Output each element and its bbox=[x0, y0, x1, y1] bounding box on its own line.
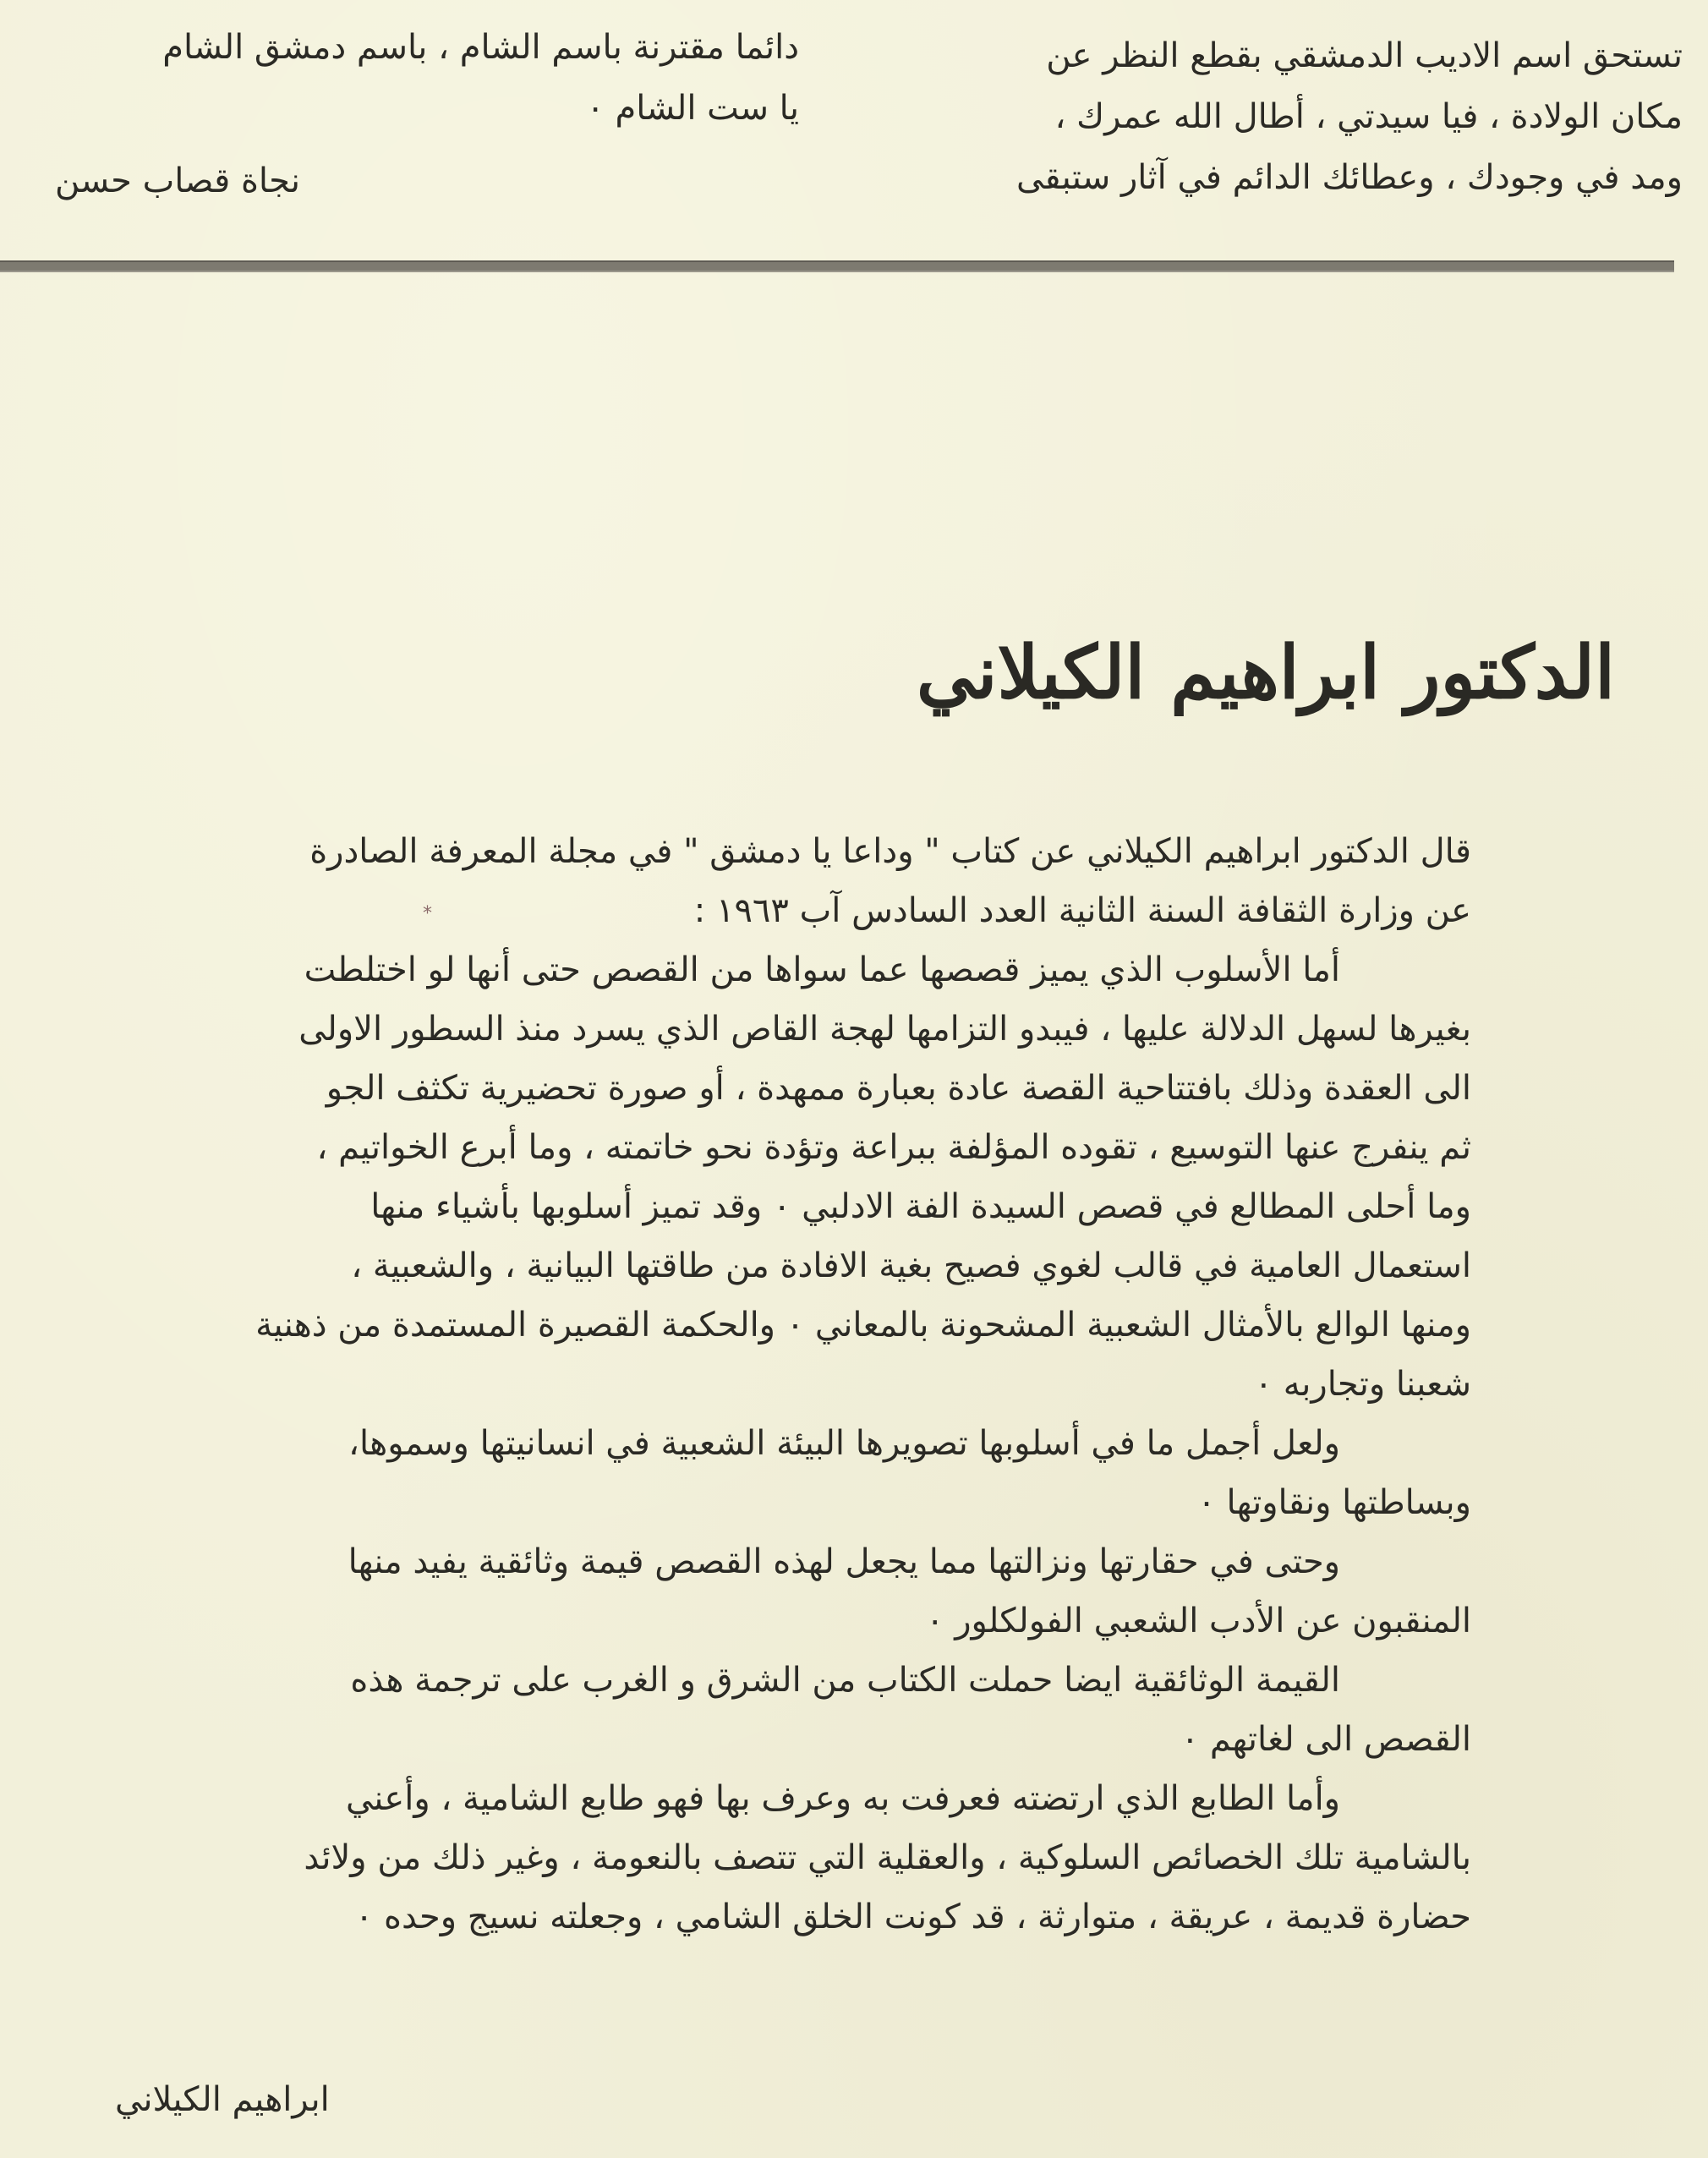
body-line: وما أحلى المطالع في قصص السيدة الفة الادلبي ٠ وقد تميز أسلوبها بأشياء منها bbox=[370, 1187, 1471, 1226]
body-line: المنقبون عن الأدب الشعبي الفولكلور ٠ bbox=[926, 1602, 1471, 1640]
body-line: بالشامية تلك الخصائص السلوكية ، والعقلية التي تتصف بالنعومة ، وغير ذلك من ولائد bbox=[304, 1838, 1471, 1877]
body-line: وأما الطابع الذي ارتضته فعرفت به وعرف بها فهو طابع الشامية ، وأعني bbox=[345, 1779, 1340, 1818]
body-line: عن وزارة الثقافة السنة الثانية العدد السادس آب ١٩٦٣ : bbox=[693, 891, 1471, 930]
body-line: القيمة الوثائقية ايضا حملت الكتاب من الشرق و الغرب على ترجمة هذه bbox=[350, 1661, 1340, 1700]
body-line: بغيرها لسهل الدلالة عليها ، فيبدو التزامها لهجة القاص الذي يسرد منذ السطور الاولى bbox=[298, 1010, 1471, 1049]
header-left-line: يا ست الشام ٠ bbox=[586, 89, 799, 128]
body-line: ثم ينفرج عنها التوسيع ، تقوده المؤلفة ببراعة وتؤدة نحو خاتمته ، وما أبرع الخواتيم ، bbox=[316, 1128, 1471, 1167]
header-right-line: مكان الولادة ، فيا سيدتي ، أطال الله عمرك ، bbox=[1054, 97, 1683, 136]
header-right-line: تستحق اسم الاديب الدمشقي بقطع النظر عن bbox=[1046, 36, 1683, 75]
body-line: قال الدكتور ابراهيم الكيلاني عن كتاب " وداعا يا دمشق " في مجلة المعرفة الصادرة bbox=[309, 832, 1471, 871]
body-line: ومنها الوالع بالأمثال الشعبية المشحونة بالمعاني ٠ والحكمة القصيرة المستمدة من ذهنية bbox=[255, 1306, 1471, 1345]
page-title: الدكتور ابراهيم الكيلاني bbox=[916, 630, 1615, 715]
body-line: حضارة قديمة ، عريقة ، متوارثة ، قد كونت الخلق الشامي ، وجعلته نسيج وحده ٠ bbox=[354, 1898, 1471, 1936]
header-left-line: دائما مقترنة باسم الشام ، باسم دمشق الشام bbox=[162, 28, 799, 67]
article-body bbox=[108, 822, 1471, 1947]
header-divider bbox=[0, 260, 1674, 272]
header-signature: نجاة قصاب حسن bbox=[55, 162, 301, 200]
body-line: شعبنا وتجاربه ٠ bbox=[1254, 1365, 1471, 1404]
body-line: أما الأسلوب الذي يميز قصصها عما سواها من القصص حتى أنها لو اختلطت bbox=[304, 950, 1340, 989]
header-left-column bbox=[38, 17, 799, 211]
body-line: وبساطتها ونقاوتها ٠ bbox=[1197, 1483, 1471, 1522]
footer-signature: ابراهيم الكيلاني bbox=[115, 2080, 330, 2119]
body-line: استعمال العامية في قالب لغوي فصيح بغية الافادة من طاقتها البيانية ، والشعبية ، bbox=[351, 1246, 1471, 1285]
body-line: الى العقدة وذلك بافتتاحية القصة عادة بعبارة ممهدة ، أو صورة تحضيرية تكثف الجو bbox=[326, 1069, 1471, 1108]
header-right-column bbox=[871, 25, 1683, 208]
body-line: القصص الى لغاتهم ٠ bbox=[1180, 1720, 1471, 1759]
body-line: ولعل أجمل ما في أسلوبها تصويرها البيئة الشعبية في انسانيتها وسموها، bbox=[348, 1424, 1340, 1463]
header-right-line: ومد في وجودك ، وعطائك الدائم في آثار ستبقى bbox=[1016, 158, 1683, 197]
body-line: وحتى في حقارتها ونزالتها مما يجعل لهذه القصص قيمة وثائقية يفيد منها bbox=[348, 1542, 1340, 1581]
ink-mark: * bbox=[423, 903, 432, 924]
